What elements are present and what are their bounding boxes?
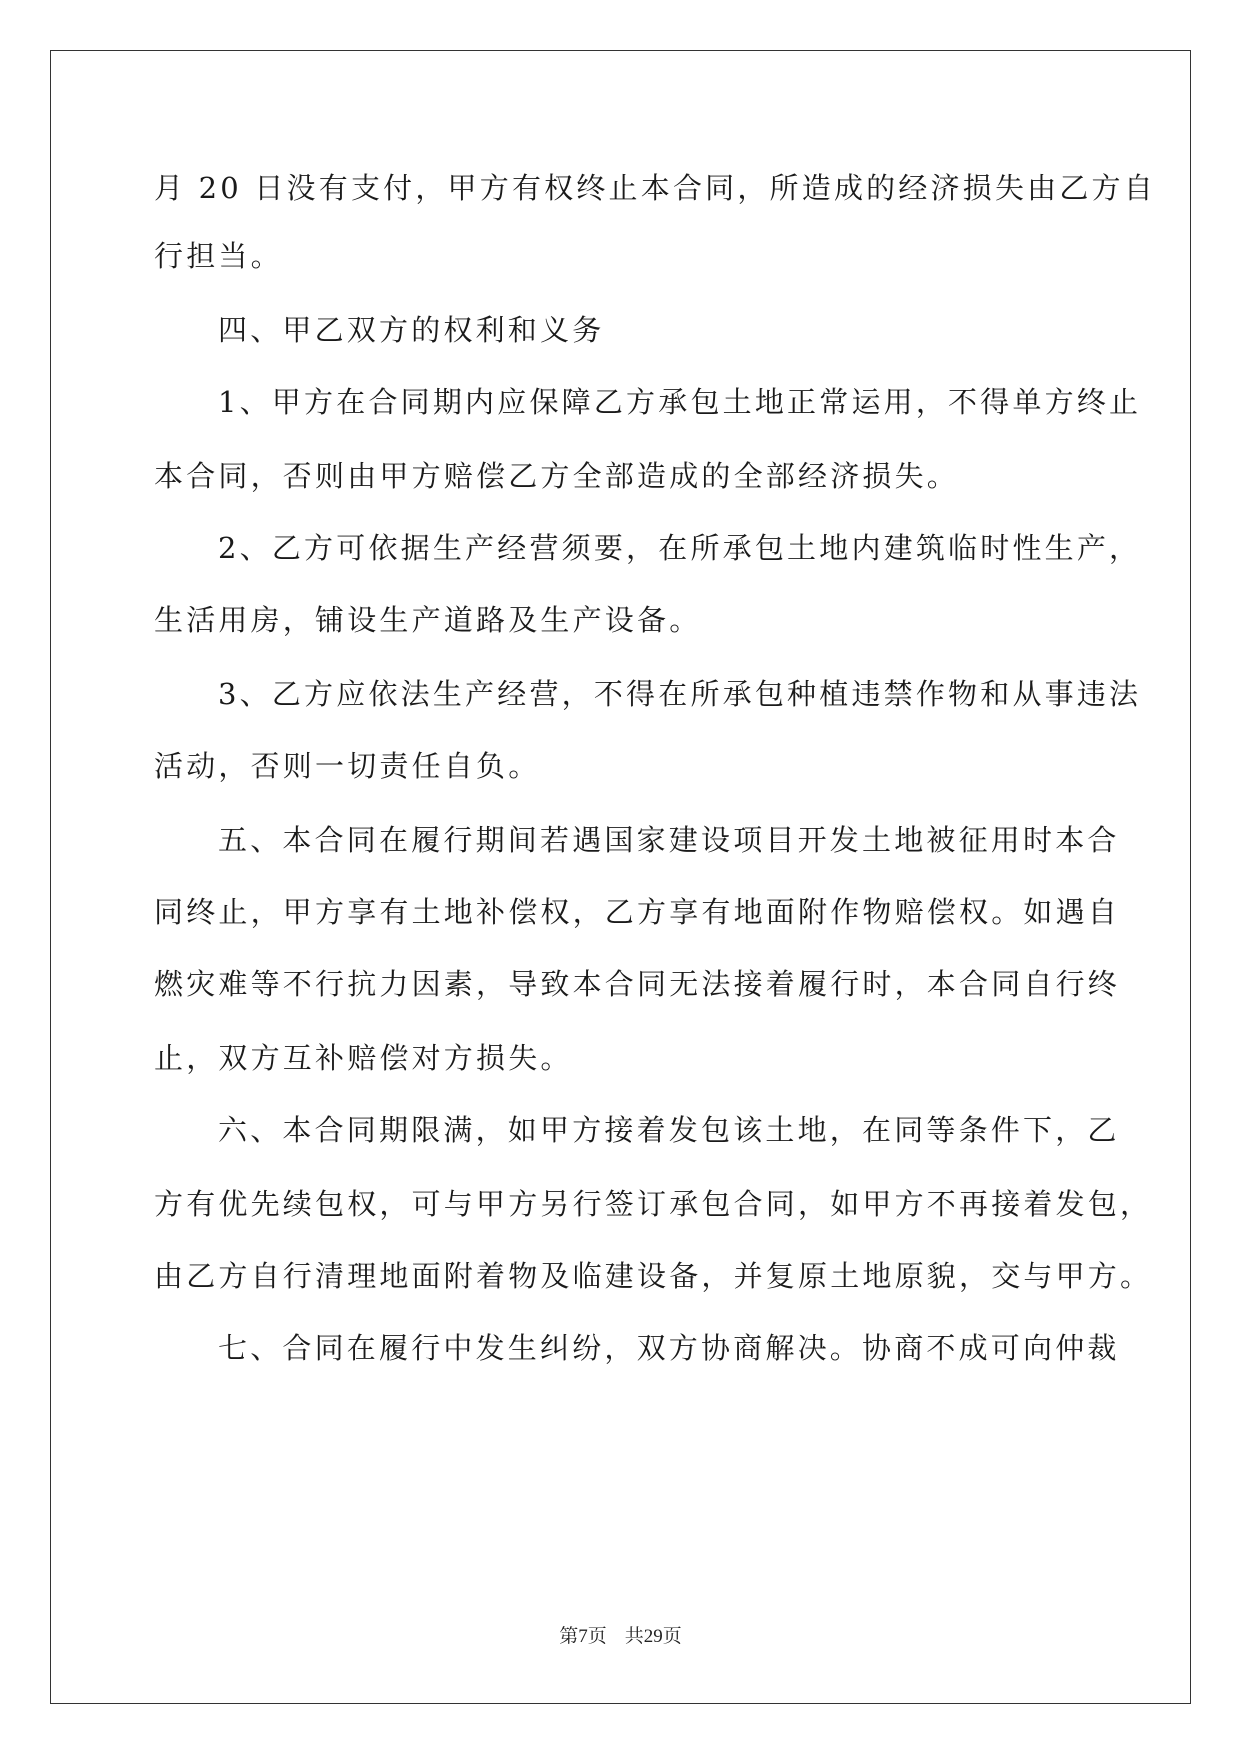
page-border	[50, 50, 1191, 1704]
text-line: 七、合同在履行中发生纠纷，双方协商解决。协商不成可向仲裁	[218, 1331, 1120, 1365]
text-line: 2、乙方可依据生产经营须要，在所承包土地内建筑临时性生产，	[218, 531, 1142, 565]
text-line: 活动，否则一切责任自负。	[154, 749, 541, 783]
page-footer	[0, 1625, 1241, 1649]
text-line: 止，双方互补赔偿对方损失。	[154, 1041, 573, 1075]
text-line: 3、乙方应依法生产经营，不得在所承包种植违禁作物和从事违法	[218, 677, 1142, 711]
text-line: 1、甲方在合同期内应保障乙方承包土地正常运用，不得单方终止	[218, 385, 1142, 419]
text-line: 本合同，否则由甲方赔偿乙方全部造成的全部经济损失。	[154, 459, 960, 493]
page-suffix: 页	[587, 1626, 607, 1647]
text-line: 六、本合同期限满，如甲方接着发包该土地，在同等条件下，乙	[218, 1113, 1120, 1147]
total-pages: 29	[643, 1626, 663, 1647]
text-line: 行担当。	[154, 239, 283, 273]
page-number: 7	[578, 1626, 588, 1647]
text-line: 同终止，甲方享有土地补偿权，乙方享有地面附作物赔偿权。如遇自	[154, 895, 1121, 929]
text-line: 由乙方自行清理地面附着物及临建设备，并复原土地原貌，交与甲方。	[154, 1259, 1153, 1293]
total-suffix: 页	[662, 1626, 682, 1647]
text-line: 生活用房，铺设生产道路及生产设备。	[154, 603, 702, 637]
page-prefix: 第	[559, 1626, 579, 1647]
text-line: 五、本合同在履行期间若遇国家建设项目开发土地被征用时本合	[218, 823, 1120, 857]
text-line: 方有优先续包权，可与甲方另行签订承包合同，如甲方不再接着发包，	[154, 1187, 1153, 1221]
text-line: 月 20 日没有支付，甲方有权终止本合同，所造成的经济损失由乙方自	[154, 171, 1156, 205]
text-line: 燃灾难等不行抗力因素，导致本合同无法接着履行时，本合同自行终	[154, 967, 1121, 1001]
section-heading: 四、甲乙双方的权利和义务	[218, 313, 605, 347]
total-prefix: 共	[624, 1626, 644, 1647]
